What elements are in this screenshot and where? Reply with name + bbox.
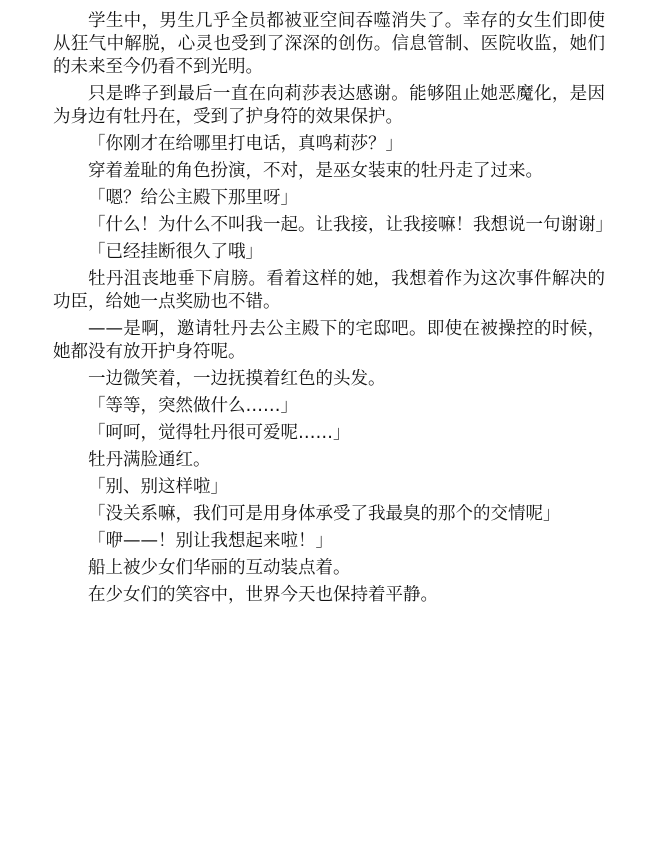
- dialogue-line: 「咿——！别让我想起来啦！」: [88, 531, 333, 551]
- dialogue-line: 「等等，突然做什么……」: [88, 396, 298, 416]
- dialogue-line: 「没关系嘛，我们可是用身体承受了我最臭的那个的交情呢」: [88, 504, 561, 524]
- dialogue-line: 「别、别这样啦」: [88, 477, 228, 497]
- paragraph: 船上被少女们华丽的互动装点着。: [88, 558, 351, 578]
- dialogue-line: 「什么！为什么不叫我一起。让我接，让我接嘛！我想说一句谢谢」: [88, 215, 613, 235]
- dialogue-line: 「呵呵，觉得牡丹很可爱呢……」: [88, 423, 351, 443]
- dialogue-line: 「嗯？给公主殿下那里呀」: [88, 188, 298, 208]
- paragraph: 一边微笑着，一边抚摸着红色的头发。: [88, 369, 386, 389]
- paragraph: 在少女们的笑容中，世界今天也保持着平静。: [88, 585, 438, 605]
- paragraph: 只是晔子到最后一直在向莉莎表达感谢。能够阻止她恶魔化，是因为身边有牡丹在，受到了护身符的效果保护。: [53, 84, 605, 127]
- paragraph: 牡丹满脸通红。: [88, 450, 211, 470]
- text-body: [53, 10, 613, 611]
- paragraph: 学生中，男生几乎全员都被亚空间吞噬消失了。幸存的女生们即使从狂气中解脱，心灵也受到了深深的创伤。信息管制、医院收监，她们的未来至今仍看不到光明。: [53, 11, 605, 77]
- paragraph: 牡丹沮丧地垂下肩膀。看着这样的她，我想着作为这次事件解决的功臣，给她一点奖励也不错。: [53, 269, 605, 312]
- dialogue-line: 「已经挂断很久了哦」: [88, 242, 263, 262]
- dialogue-line: 「你刚才在给哪里打电话，真鸣莉莎？」: [88, 134, 403, 154]
- paragraph: 穿着羞耻的角色扮演，不对，是巫女装束的牡丹走了过来。: [88, 161, 543, 181]
- paragraph: ——是啊，邀请牡丹去公主殿下的宅邸吧。即使在被操控的时候，她都没有放开护身符呢。: [53, 319, 605, 362]
